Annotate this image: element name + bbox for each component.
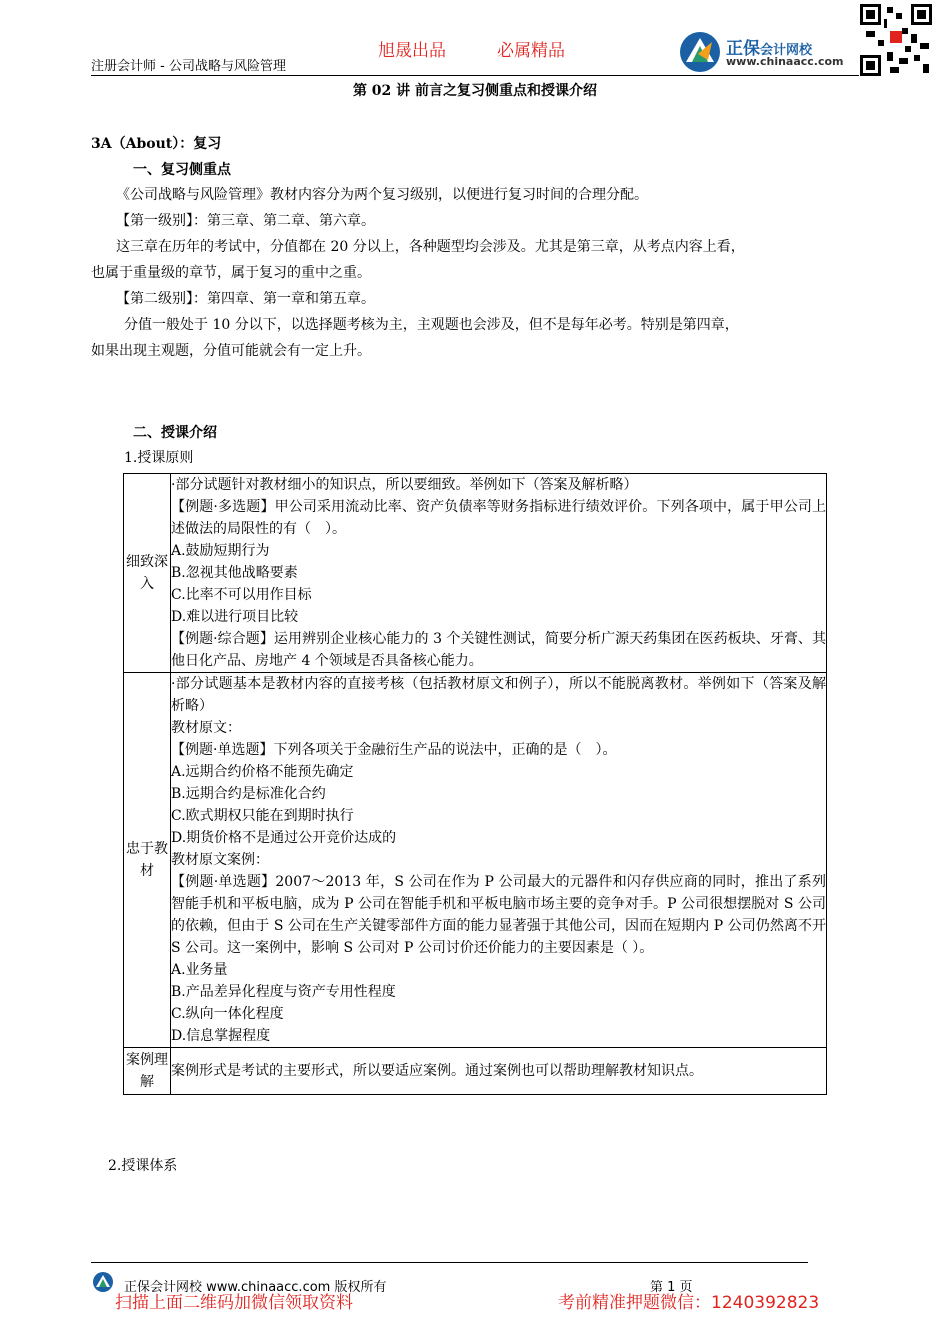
content-line: B.产品差异化程度与资产专用性程度 xyxy=(171,984,396,1000)
header-divider xyxy=(91,75,859,76)
content-line: 【例题·多选题】甲公司采用流动比率、资产负债率等财务指标进行绩效评价。下列各项中，属于甲公司上述做法的局限性的有（ ）。 xyxy=(171,499,826,537)
promo-left: 旭晟出品 xyxy=(378,41,446,61)
row-label: 忠于教材 xyxy=(124,673,171,1048)
footer-copyright: 正保会计网校 www.chinaacc.com 版权所有 xyxy=(124,1280,387,1295)
content-line: C.比率不可以用作目标 xyxy=(171,587,312,603)
content-line: B.忽视其他战略要素 xyxy=(171,565,298,581)
content-line: ·部分试题基本是教材内容的直接考核（包括教材原文和例子），所以不能脱离教材。举例如下（答案及解析略） xyxy=(171,676,826,714)
part2-heading: 二、授课介绍 xyxy=(133,425,217,441)
promo-wechat: 考前精准押题微信：1240392823 xyxy=(558,1293,820,1313)
footer-divider xyxy=(91,1262,808,1263)
table-row xyxy=(124,1048,827,1095)
paragraph: 《公司战略与风险管理》教材内容分为两个复习级别，以便进行复习时间的合理分配。 xyxy=(116,187,648,203)
row-content xyxy=(171,474,827,673)
content-line: D.难以进行项目比较 xyxy=(171,609,299,625)
paragraph: 这三章在历年的考试中，分值都在 20 分以上，各种题型均会涉及。尤其是第三章，从考点内容上看， xyxy=(116,239,745,255)
content-line: 【例题·单选题】2007～2013 年，S 公司在作为 P 公司最大的元器件和闪存供应商的同时，推出了系列智能手机和平板电脑，成为 P 公司在智能手机和平板电脑市场主要的竞争对手。P 公司很想摆脱对 S 公司的依赖，但由于 S 公司在生产关键零部件方面的能力显著强于其他公司，因而在短期内 P 公司仍然离不开 S 公司。这一案例中，影响 S 公司对 P 公司讨价还价能力的主要因素是（ ）。 xyxy=(171,874,826,956)
content-line: 【例题·单选题】下列各项关于金融衍生产品的说法中，正确的是（ ）。 xyxy=(171,742,617,758)
content-line: 教材原文： xyxy=(171,720,241,736)
table-row xyxy=(124,474,827,673)
content-line: A.业务量 xyxy=(171,962,228,978)
brand-logo-icon xyxy=(678,30,722,74)
content-line: B.远期合约是标准化合约 xyxy=(171,786,326,802)
paragraph: 【第一级别】：第三章、第二章、第六章。 xyxy=(116,213,375,229)
row-label: 案例理解 xyxy=(124,1048,171,1095)
subheading: 2.授课体系 xyxy=(108,1158,178,1174)
content-line: 教材原文案例： xyxy=(171,852,269,868)
section-heading: 3A（About）：复习 xyxy=(91,136,222,152)
row-content xyxy=(171,1048,827,1095)
content-line: A.远期合约价格不能预先确定 xyxy=(171,764,354,780)
teaching-principles-table xyxy=(123,473,827,1095)
content-line: ·部分试题针对教材细小的知识点，所以要细致。举例如下（答案及解析略） xyxy=(171,477,638,493)
content-line: 案例形式是考试的主要形式，所以要适应案例。通过案例也可以帮助理解教材知识点。 xyxy=(171,1063,703,1079)
course-title: 注册会计师 - 公司战略与风险管理 xyxy=(91,59,286,74)
content-line: C.欧式期权只能在到期时执行 xyxy=(171,808,354,824)
content-line: D.期货价格不是通过公开竞价达成的 xyxy=(171,830,397,846)
content-line: C.纵向一体化程度 xyxy=(171,1006,284,1022)
row-content xyxy=(171,673,827,1048)
part1-heading: 一、复习侧重点 xyxy=(133,162,231,178)
content-line: D.信息掌握程度 xyxy=(171,1028,271,1044)
brand-name: 正保会计网校 xyxy=(726,39,813,59)
paragraph: 分值一般处于 10 分以下，以选择题考核为主，主观题也会涉及，但不是每年必考。特别是第四章， xyxy=(124,317,739,333)
lecture-title: 第 02 讲 前言之复习侧重点和授课介绍 xyxy=(352,83,598,99)
promo-scan-qr: 扫描上面二维码加微信领取资料 xyxy=(115,1293,353,1313)
promo-right: 必属精品 xyxy=(497,41,565,61)
table-row xyxy=(124,673,827,1048)
page-number: 第 1 页 xyxy=(650,1280,693,1295)
paragraph: 也属于重量级的章节，属于复习的重中之重。 xyxy=(91,265,371,281)
brand-logo xyxy=(678,30,858,74)
row-label: 细致深入 xyxy=(124,474,171,673)
brand-url: www.chinaacc.com xyxy=(726,55,844,68)
subheading: 1.授课原则 xyxy=(124,450,194,466)
content-line: 【例题·综合题】运用辨别企业核心能力的 3 个关键性测试，简要分析广源天药集团在医药板块、牙膏、其他日化产品、房地产 4 个领域是否具备核心能力。 xyxy=(171,631,826,669)
content-line: A.鼓励短期行为 xyxy=(171,543,270,559)
paragraph: 【第二级别】：第四章、第一章和第五章。 xyxy=(116,291,375,307)
footer-logo-icon xyxy=(92,1271,114,1293)
qr-code-icon xyxy=(860,4,932,76)
paragraph: 如果出现主观题，分值可能就会有一定上升。 xyxy=(91,343,371,359)
